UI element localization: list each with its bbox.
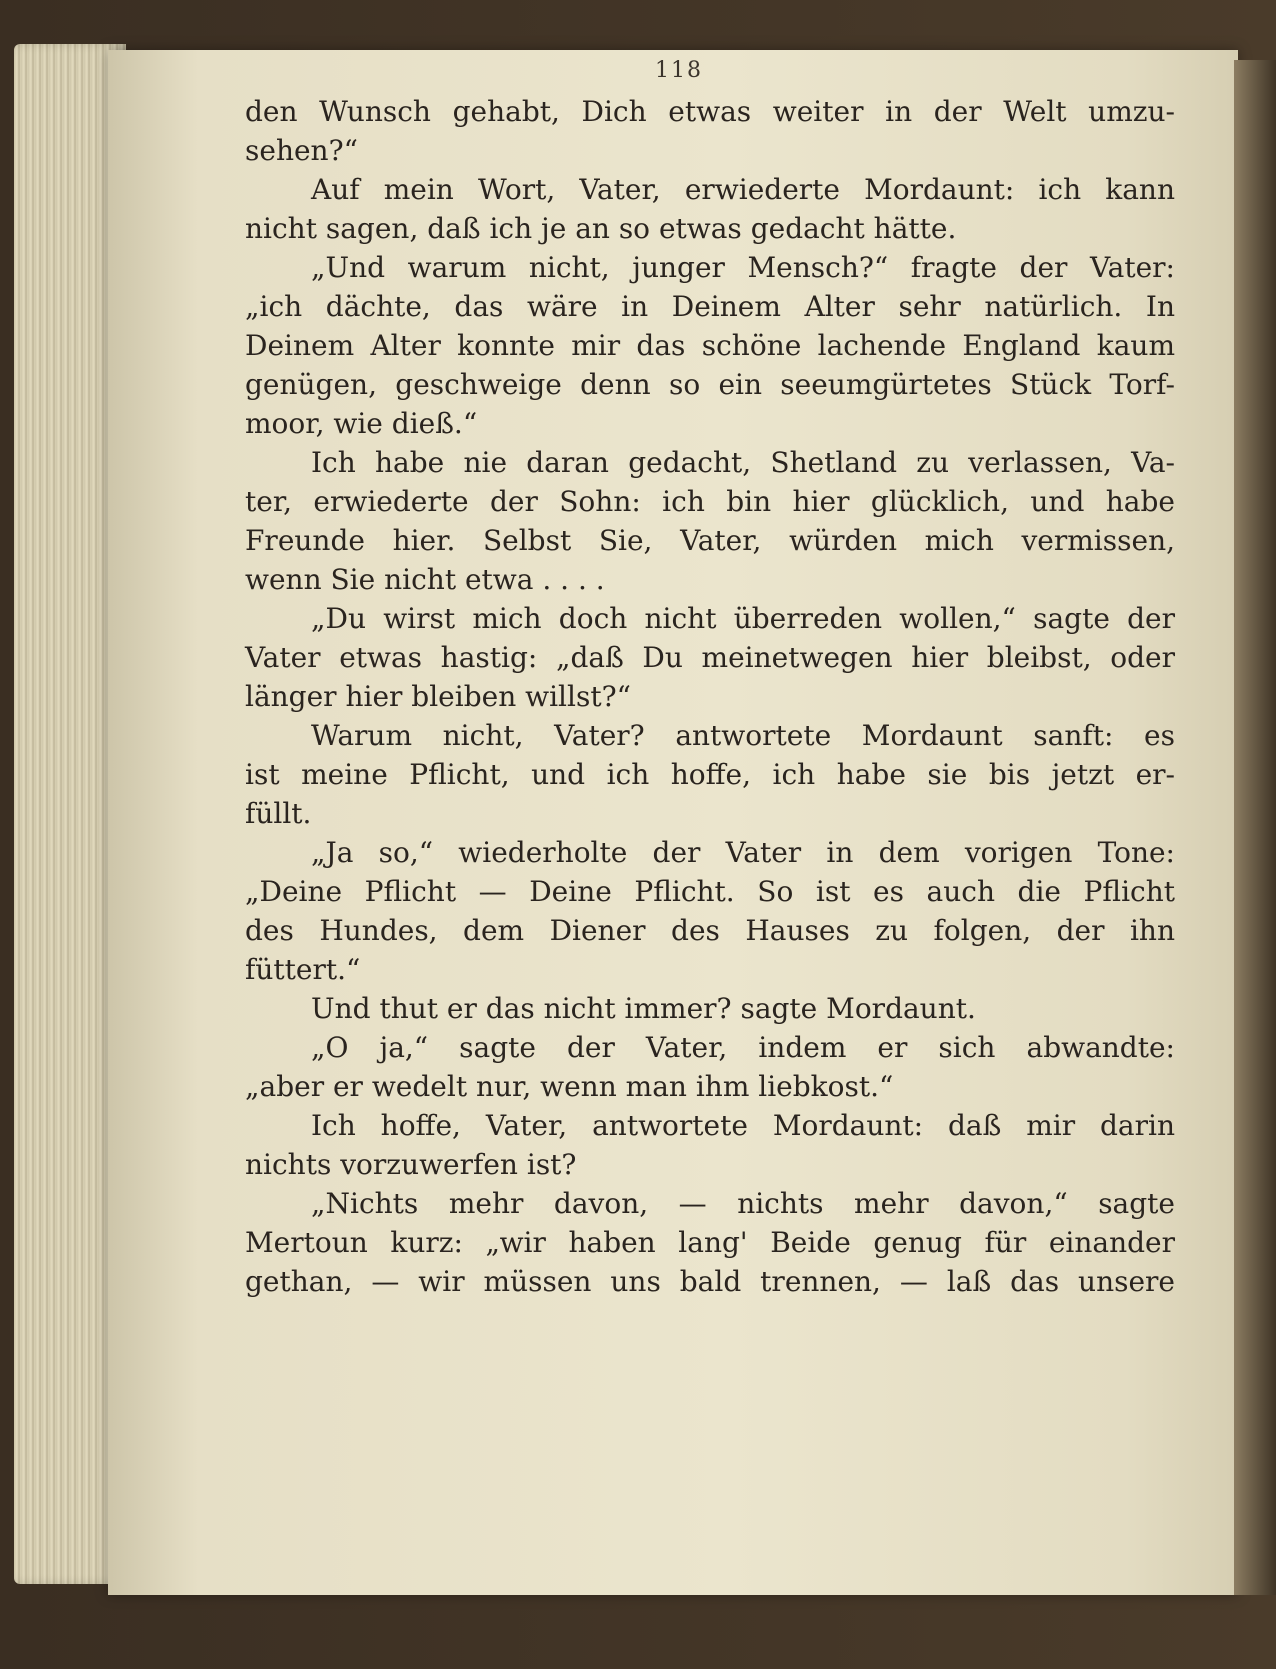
text-line: sehen?“ [245,134,358,167]
text-line: Auf mein Wort, Vater, erwiederte Mordaunt: ich kann [311,173,1175,206]
page-number: 118 [655,58,703,83]
text-line: „Du wirst mich doch nicht überreden wollen,“ sagte der [311,602,1175,635]
text-line: füttert.“ [245,953,361,986]
text-line: länger hier bleiben willst?“ [245,680,631,713]
text-line: genügen, geschweige denn so ein seeumgürtetes Stück Torf- [245,368,1175,401]
text-line: Ich habe nie daran gedacht, Shetland zu verlassen, Va- [311,446,1175,479]
text-line: den Wunsch gehabt, Dich etwas weiter in der Welt umzu- [245,95,1175,128]
text-line: nichts vorzuwerfen ist? [245,1148,577,1181]
text-line: Mertoun kurz: „wir haben lang' Beide genug für einander [245,1226,1175,1259]
text-line: „Ja so,“ wiederholte der Vater in dem vorigen Tone: [311,836,1175,869]
text-line: „Nichts mehr davon, — nichts mehr davon,“ sagte [311,1187,1175,1220]
text-line: ter, erwiederte der Sohn: ich bin hier glücklich, und habe [245,485,1175,518]
text-line: „Deine Pflicht — Deine Pflicht. So ist es auch die Pflicht [245,875,1175,908]
text-line: ist meine Pflicht, und ich hoffe, ich habe sie bis jetzt er- [245,758,1175,791]
text-line: Deinem Alter konnte mir das schöne lachende England kaum [245,329,1175,362]
text-line: moor, wie dieß.“ [245,407,478,440]
text-line: „O ja,“ sagte der Vater, indem er sich abwandte: [311,1031,1175,1064]
text-line: des Hundes, dem Diener des Hauses zu folgen, der ihn [245,914,1175,947]
text-line: „aber er wedelt nur, wenn man ihm liebkost.“ [245,1070,894,1103]
text-line: gethan, — wir müssen uns bald trennen, — laß das unsere [245,1265,1175,1298]
text-line: nicht sagen, daß ich je an so etwas gedacht hätte. [245,212,957,245]
text-line: Ich hoffe, Vater, antwortete Mordaunt: daß mir darin [311,1109,1175,1142]
text-line: füllt. [245,797,312,830]
text-line: wenn Sie nicht etwa . . . . [245,563,605,596]
book-gutter-shadow [1234,60,1276,1595]
body-text [245,92,1175,1301]
text-line: Warum nicht, Vater? antwortete Mordaunt sanft: es [311,719,1175,752]
text-line: „ich dächte, das wäre in Deinem Alter sehr natürlich. In [245,290,1175,323]
text-line: Und thut er das nicht immer? sagte Mordaunt. [311,992,976,1025]
text-line: „Und warum nicht, junger Mensch?“ fragte der Vater: [311,251,1175,284]
text-line: Freunde hier. Selbst Sie, Vater, würden mich vermissen, [245,524,1175,557]
text-line: Vater etwas hastig: „daß Du meinetwegen hier bleibst, oder [245,641,1175,674]
